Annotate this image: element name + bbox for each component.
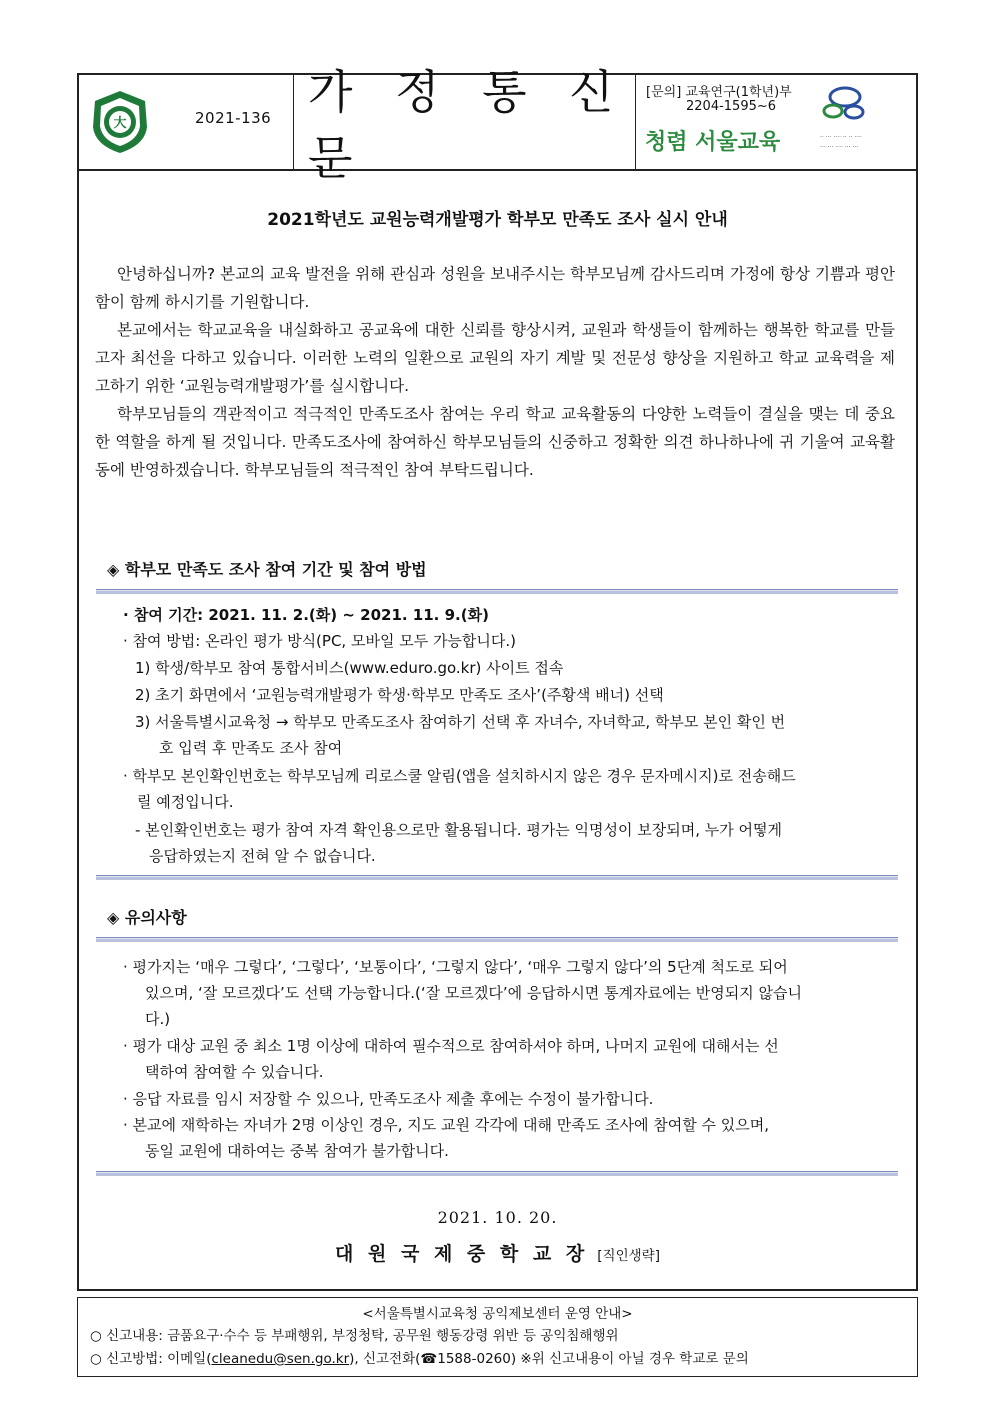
notes-divider-top xyxy=(96,937,898,942)
section-title-notes: ◈ 유의사항 xyxy=(107,908,187,927)
contact-cell xyxy=(636,75,916,169)
school-emblem-icon xyxy=(89,89,151,155)
contact-label: [문의] 교육연구(1학년)부 xyxy=(646,85,792,100)
signature-line xyxy=(79,1239,916,1266)
intro-paragraph-3: 학부모님들의 객관적이고 적극적인 만족도조사 참여는 우리 학교 교육활동의 다양한 노력들이 결실을 맺는 데 중요한 역할을 하게 될 것입니다. 만족도조사에 참여하신 학부모님들의 신중하고 정확한 의견 하나하나에 귀 기울여 교육활동에 반영하겠습니다. 학부모님들의 적극적인 참여 부탁드립니다. xyxy=(95,405,895,479)
intro-paragraph-1: 안녕하십니까? 본교의 교육 발전을 위해 관심과 성원을 보내주시는 학부모님께 감사드리며 가정에 항상 기쁨과 평안함이 함께 하시기를 기원합니다. xyxy=(95,265,895,311)
whistleblower-title: <서울특별시교육청 공익제보센터 운영 안내> xyxy=(362,1306,633,1322)
note-1: · 평가지는 ‘매우 그렇다’, ‘그렇다’, ‘보통이다’, ‘그렇지 않다’, ‘매우 그렇지 않다’의 5단계 척도로 되어 xyxy=(123,958,788,976)
seoul-education-logo-icon xyxy=(640,81,916,165)
note-1-end: 다.) xyxy=(145,1010,171,1028)
seal-note: [직인생략] xyxy=(597,1248,660,1264)
newsletter-frame xyxy=(77,65,918,1291)
report-content: ○ 신고내용: 금품요구·수수 등 부패행위, 부정청탁, 공무원 행동강령 위반 등 공익침해행위 xyxy=(90,1328,619,1344)
title-cell xyxy=(294,65,636,185)
report-email-link[interactable]: cleanedu@sen.go.kr xyxy=(211,1351,350,1367)
note-4-cont: 동일 교원에 대하여는 중복 참여가 불가합니다. xyxy=(145,1142,449,1160)
report-method-prefix: ○ 신고방법: 이메일( xyxy=(90,1351,212,1367)
doc-number: 2021-136 xyxy=(195,109,272,127)
note-3: · 응답 자료를 임시 저장할 수 있으나, 만족도조사 제출 후에는 수정이 불가합니다. xyxy=(123,1090,654,1108)
section-divider-top xyxy=(96,589,898,594)
note-4: · 본교에 재학하는 자녀가 2명 이상인 경우, 지도 교원 각각에 대해 만족도 조사에 참여할 수 있으며, xyxy=(123,1116,769,1134)
note-2-cont: 택하여 참여할 수 있습니다. xyxy=(145,1063,324,1081)
participation-method: · 참여 방법: 온라인 평가 방식(PC, 모바일 모두 가능합니다.) xyxy=(123,632,517,650)
principal-signature: 대 원 국 제 중 학 교 장 xyxy=(335,1243,589,1265)
participation-period: · 참여 기간: 2021. 11. 2.(화) ~ 2021. 11. 9.(화) xyxy=(123,606,489,624)
note-2: · 평가 대상 교원 중 최소 1명 이상에 대하여 필수적으로 참여하셔야 하며, 나머지 교원에 대해서는 선 xyxy=(123,1037,779,1055)
issue-date: 2021. 10. 20. xyxy=(437,1208,558,1227)
newsletter-title: 가 정 통 신 문 xyxy=(308,65,628,185)
logo-lettering: 청렴 서울교육 xyxy=(645,130,781,155)
contact-phone: 2204-1595~6 xyxy=(686,99,777,114)
anonymity-note-cont: 응답하였는지 전혀 알 수 없습니다. xyxy=(149,847,376,865)
anonymity-note: - 본인확인번호는 평가 참여 자격 확인용으로만 활용됩니다. 평가는 익명성이 보장되며, 누가 어떻게 xyxy=(135,821,783,839)
document-title: 2021학년도 교원능력개발평가 학부모 만족도 조사 실시 안내 xyxy=(267,210,728,230)
method-step-3: 3) 서울특별시교육청 → 학부모 만족도조사 참여하기 선택 후 자녀수, 자녀학교, 학부모 본인 확인 번 xyxy=(135,713,786,731)
svg-text:·· ··· ···· ·· ·· ····: ·· ··· ···· ·· ·· ···· xyxy=(820,134,862,141)
id-number-notice: · 학부모 본인확인번호는 학부모님께 리로스쿨 알림(앱을 설치하시지 않은 경우 문자메시지)로 전송해드 xyxy=(123,767,796,785)
method-step-1: 1) 학생/학부모 참여 통합서비스(www.eduro.go.kr) 사이트 접속 xyxy=(135,659,564,677)
method-step-2: 2) 초기 화면에서 ‘교원능력개발평가 학생·학부모 만족도 조사’(주황색 배너) 선택 xyxy=(135,686,664,704)
logo-cell xyxy=(79,75,294,169)
method-step-3-cont: 호 입력 후 만족도 조사 참여 xyxy=(159,739,343,757)
note-1-cont: 있으며, ‘잘 모르겠다’도 선택 가능합니다.(‘잘 모르겠다’에 응답하시면 통계자료에는 반영되지 않습니 xyxy=(145,984,802,1002)
intro-paragraph-2: 본교에서는 학교교육을 내실화하고 공교육에 대한 신뢰를 향상시켜, 교원과 학생들이 함께하는 행복한 학교를 만들고자 최선을 다하고 있습니다. 이러한 노력의 일환으로 교원의 자기 계발 및 전문성 향상을 지원하고 학교 교육력을 제고하기 위한 ‘교원능력개발평가’를 실시합니다. xyxy=(95,321,895,395)
svg-text:··· ··· ···· ··· ···: ··· ··· ···· ··· ··· xyxy=(820,144,859,151)
section-title-participation: ◈ 학부모 만족도 조사 참여 기간 및 참여 방법 xyxy=(107,560,427,579)
notes-divider-bottom xyxy=(96,1171,898,1176)
svg-text:大: 大 xyxy=(113,116,127,131)
report-method-suffix: ), 신고전화(☎1588-0260) ※위 신고내용이 아닐 경우 학교로 문의 xyxy=(349,1351,749,1367)
whistleblower-box xyxy=(77,1297,918,1377)
section-divider-bottom xyxy=(96,875,898,880)
id-number-notice-cont: 릴 예정입니다. xyxy=(137,793,234,811)
report-method xyxy=(90,1347,749,1367)
header xyxy=(79,65,916,185)
